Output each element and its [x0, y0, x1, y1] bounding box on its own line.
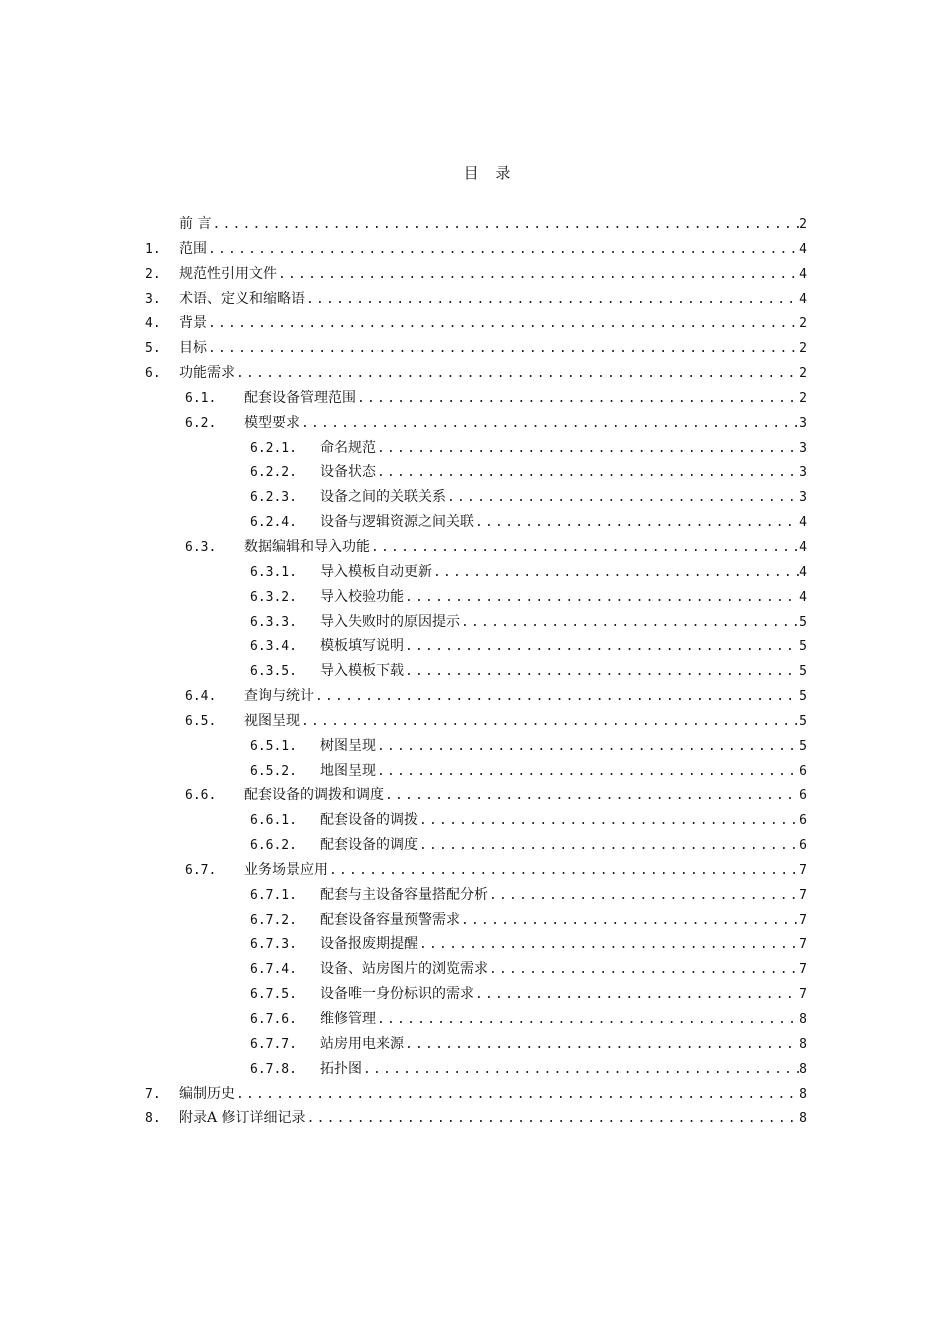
toc-entry[interactable] — [145, 386, 807, 411]
toc-dot-leader — [404, 1033, 799, 1057]
toc-entry-title: 配套设备容量预警需求 — [320, 911, 460, 928]
toc-entry-title: 数据编辑和导入功能 — [244, 538, 370, 555]
toc-entry-page: 7 — [799, 987, 807, 1003]
toc-dot-leader — [488, 884, 799, 908]
toc-entry-number: 6.6.2. — [250, 838, 297, 854]
toc-dot-leader — [211, 213, 799, 237]
toc-entry-title: 配套与主设备容量搭配分析 — [320, 886, 488, 903]
toc-entry-number: 6.7.1. — [250, 887, 297, 903]
toc-entry-number: 6.2. — [185, 415, 217, 431]
toc-entry-title: 导入校验功能 — [320, 588, 404, 605]
toc-entry-page: 7 — [799, 862, 807, 878]
toc-entry[interactable] — [145, 212, 807, 237]
toc-entry[interactable] — [145, 833, 807, 858]
toc-entry-page: 4 — [799, 539, 807, 555]
toc-entry-number: 6.7.2. — [250, 912, 297, 928]
toc-entry[interactable] — [145, 1082, 807, 1107]
toc-dot-leader — [474, 511, 799, 535]
toc-entry-title: 业务场景应用 — [244, 861, 328, 878]
toc-entry-page: 5 — [799, 738, 807, 754]
toc-dot-leader — [235, 1083, 799, 1107]
toc-entry-number: 6.3. — [185, 539, 217, 555]
toc-entry-number: 6.2.1. — [250, 440, 297, 456]
toc-entry-page: 5 — [799, 614, 807, 630]
toc-entry-number: 6.5.2. — [250, 763, 297, 779]
toc-entry-title: 地图呈现 — [320, 762, 376, 779]
toc-entry-page: 7 — [799, 887, 807, 903]
toc-entry-title: 查询与统计 — [244, 688, 314, 705]
toc-entry-number: 6.7.7. — [250, 1036, 297, 1052]
toc-dot-leader — [474, 983, 799, 1007]
toc-entry-title: 术语、定义和缩略语 — [179, 290, 305, 307]
toc-dot-leader — [404, 586, 799, 610]
toc-entry[interactable] — [145, 709, 807, 734]
toc-entry-number: 5. — [145, 341, 161, 357]
toc-entry-number: 1. — [145, 241, 161, 257]
toc-dot-leader — [376, 760, 799, 784]
toc-dot-leader — [418, 933, 799, 957]
toc-entry-title: 附录A 修订详细记录 — [179, 1110, 306, 1127]
table-of-contents — [145, 212, 807, 1131]
toc-entry-number: 2. — [145, 266, 161, 282]
toc-dot-leader — [376, 735, 799, 759]
toc-entry-title: 拓扑图 — [320, 1060, 362, 1077]
toc-entry-number: 6.7.6. — [250, 1012, 297, 1027]
toc-dot-leader — [207, 238, 799, 262]
toc-entry-number: 6.4. — [185, 689, 217, 705]
toc-entry-title: 导入模板自动更新 — [320, 563, 432, 580]
toc-dot-leader — [207, 312, 799, 336]
toc-entry-page: 8 — [799, 1086, 807, 1102]
toc-entry-page: 5 — [799, 664, 807, 680]
toc-entry[interactable] — [145, 460, 807, 485]
toc-entry-page: 8 — [799, 1111, 807, 1127]
toc-entry[interactable] — [145, 287, 807, 312]
toc-entry-number: 7. — [145, 1086, 161, 1102]
page-title: 目 录 — [463, 164, 517, 182]
toc-entry-number: 6.5. — [185, 713, 217, 729]
toc-dot-leader — [277, 263, 799, 287]
toc-entry[interactable] — [145, 634, 807, 659]
toc-entry[interactable] — [145, 361, 807, 386]
toc-entry-title: 编制历史 — [179, 1085, 235, 1102]
toc-entry-number: 6.7.3. — [250, 937, 297, 953]
toc-entry[interactable] — [145, 1057, 807, 1082]
toc-entry[interactable] — [145, 783, 807, 808]
toc-entry-page: 4 — [799, 564, 807, 580]
toc-entry-title: 设备唯一身份标识的需求 — [320, 986, 474, 1003]
toc-entry-page: 6 — [799, 788, 807, 804]
toc-entry-title: 导入模板下载 — [320, 663, 404, 680]
toc-entry[interactable] — [145, 237, 807, 262]
toc-dot-leader — [300, 710, 799, 734]
toc-entry-page: 3 — [799, 490, 807, 506]
toc-entry-title: 视图呈现 — [244, 712, 300, 729]
toc-entry-page: 2 — [799, 217, 807, 232]
toc-dot-leader — [376, 461, 799, 485]
toc-entry[interactable] — [145, 908, 807, 933]
toc-dot-leader — [306, 1107, 799, 1131]
toc-dot-leader — [376, 1008, 799, 1032]
toc-entry[interactable] — [145, 684, 807, 709]
toc-entry[interactable] — [145, 485, 807, 510]
toc-dot-leader — [300, 412, 799, 436]
toc-entry-title: 命名规范 — [320, 439, 376, 456]
toc-entry-page: 5 — [799, 639, 807, 655]
toc-entry-page: 8 — [799, 1012, 807, 1027]
toc-entry-page: 4 — [799, 241, 807, 257]
toc-entry-page: 6 — [799, 813, 807, 829]
toc-entry[interactable] — [145, 1007, 807, 1032]
toc-dot-leader — [446, 486, 799, 510]
toc-entry-page: 5 — [799, 689, 807, 705]
toc-entry-number: 4. — [145, 316, 161, 332]
toc-entry-page: 7 — [799, 937, 807, 953]
toc-entry-number: 8. — [145, 1111, 161, 1127]
toc-dot-leader — [384, 784, 799, 808]
toc-entry-title: 模板填写说明 — [320, 638, 404, 655]
toc-dot-leader — [460, 611, 799, 635]
toc-entry-number: 6.6.1. — [250, 813, 297, 829]
toc-dot-leader — [305, 288, 799, 312]
toc-entry-number: 6.6. — [185, 788, 217, 804]
toc-dot-leader — [404, 660, 799, 684]
toc-entry-title: 设备状态 — [320, 464, 376, 481]
toc-dot-leader — [418, 809, 799, 833]
toc-entry-page: 3 — [799, 440, 807, 456]
toc-entry-title: 模型要求 — [244, 414, 300, 431]
toc-entry[interactable] — [145, 1106, 807, 1131]
toc-entry-title: 设备报废期提醒 — [320, 936, 418, 953]
toc-entry[interactable] — [145, 1032, 807, 1057]
toc-entry-title: 配套设备的调拨 — [320, 812, 418, 829]
toc-dot-leader — [376, 437, 799, 461]
toc-entry-page: 2 — [799, 390, 807, 406]
toc-entry-page: 4 — [799, 515, 807, 531]
toc-entry-page: 8 — [799, 1061, 807, 1077]
toc-dot-leader — [460, 909, 799, 933]
toc-entry-page: 2 — [799, 341, 807, 357]
toc-entry-number: 6.2.2. — [250, 465, 297, 481]
toc-entry-page: 6 — [799, 838, 807, 854]
toc-entry-page: 8 — [799, 1036, 807, 1052]
toc-entry[interactable] — [145, 957, 807, 982]
toc-entry-page: 3 — [799, 465, 807, 481]
toc-entry[interactable] — [145, 411, 807, 436]
toc-dot-leader — [418, 834, 799, 858]
toc-entry-page: 7 — [799, 912, 807, 928]
toc-entry-title: 前 言 — [179, 216, 212, 232]
toc-dot-leader — [432, 561, 799, 585]
toc-entry[interactable] — [145, 932, 807, 957]
toc-entry[interactable] — [145, 858, 807, 883]
toc-entry-number: 6.5.1. — [250, 738, 297, 754]
toc-entry-title: 设备之间的关联关系 — [320, 489, 446, 506]
toc-entry[interactable] — [145, 560, 807, 585]
toc-entry-number: 6.7.5. — [250, 987, 297, 1003]
toc-entry-number: 3. — [145, 291, 161, 307]
toc-entry[interactable] — [145, 734, 807, 759]
toc-entry-title: 维修管理 — [320, 1011, 376, 1027]
toc-entry-number: 6.7.4. — [250, 962, 297, 978]
toc-dot-leader — [207, 337, 799, 361]
toc-entry-page: 2 — [799, 316, 807, 332]
toc-entry-page: 6 — [799, 763, 807, 779]
toc-entry-title: 导入失败时的原因提示 — [320, 613, 460, 630]
toc-entry-number: 6.2.3. — [250, 490, 297, 506]
toc-entry-number: 6.3.2. — [250, 589, 297, 605]
toc-entry-number: 6.7.8. — [250, 1061, 297, 1077]
toc-entry[interactable] — [145, 982, 807, 1007]
toc-entry-page: 7 — [799, 962, 807, 978]
toc-entry[interactable] — [145, 510, 807, 535]
toc-dot-leader — [235, 362, 799, 386]
toc-entry[interactable] — [145, 808, 807, 833]
toc-entry[interactable] — [145, 659, 807, 684]
toc-entry-number: 6.3.4. — [250, 639, 297, 655]
toc-entry-title: 规范性引用文件 — [179, 265, 277, 282]
toc-entry[interactable] — [145, 336, 807, 361]
toc-entry-title: 配套设备管理范围 — [244, 389, 356, 406]
toc-entry-number: 6.7. — [185, 862, 217, 878]
toc-entry-number: 6.1. — [185, 390, 217, 406]
toc-entry-title: 功能需求 — [179, 365, 235, 382]
toc-entry-title: 站房用电来源 — [320, 1035, 404, 1052]
toc-entry-page: 5 — [799, 713, 807, 729]
toc-entry-number: 6.3.5. — [250, 664, 297, 680]
toc-entry-page: 4 — [799, 266, 807, 282]
toc-entry-title: 设备与逻辑资源之间关联 — [320, 514, 474, 531]
toc-entry-number: 6. — [145, 366, 161, 382]
toc-dot-leader — [314, 685, 799, 709]
toc-entry-number: 6.3.3. — [250, 614, 297, 630]
toc-dot-leader — [404, 635, 799, 659]
toc-dot-leader — [370, 536, 799, 560]
toc-entry[interactable] — [145, 883, 807, 908]
toc-entry[interactable] — [145, 262, 807, 287]
toc-entry-page: 4 — [799, 291, 807, 307]
toc-entry-title: 设备、站房图片的浏览需求 — [320, 961, 488, 978]
toc-dot-leader — [362, 1058, 799, 1082]
toc-entry-page: 2 — [799, 366, 807, 382]
toc-entry[interactable] — [145, 436, 807, 461]
toc-entry[interactable] — [145, 585, 807, 610]
toc-entry[interactable] — [145, 759, 807, 784]
toc-entry-title: 背景 — [179, 315, 207, 332]
toc-dot-leader — [488, 958, 799, 982]
toc-entry-title: 配套设备的调拨和调度 — [244, 787, 384, 804]
toc-entry[interactable] — [145, 610, 807, 635]
toc-entry[interactable] — [145, 535, 807, 560]
toc-entry-page: 4 — [799, 589, 807, 605]
toc-entry-title: 配套设备的调度 — [320, 837, 418, 854]
toc-entry-title: 目标 — [179, 340, 207, 357]
toc-entry-title: 树图呈现 — [320, 737, 376, 754]
toc-entry-number: 6.2.4. — [250, 515, 297, 531]
toc-dot-leader — [328, 859, 799, 883]
toc-entry-page: 3 — [799, 415, 807, 431]
toc-entry-number: 6.3.1. — [250, 564, 297, 580]
toc-dot-leader — [356, 387, 799, 411]
toc-entry-title: 范围 — [179, 240, 207, 257]
toc-entry[interactable] — [145, 311, 807, 336]
